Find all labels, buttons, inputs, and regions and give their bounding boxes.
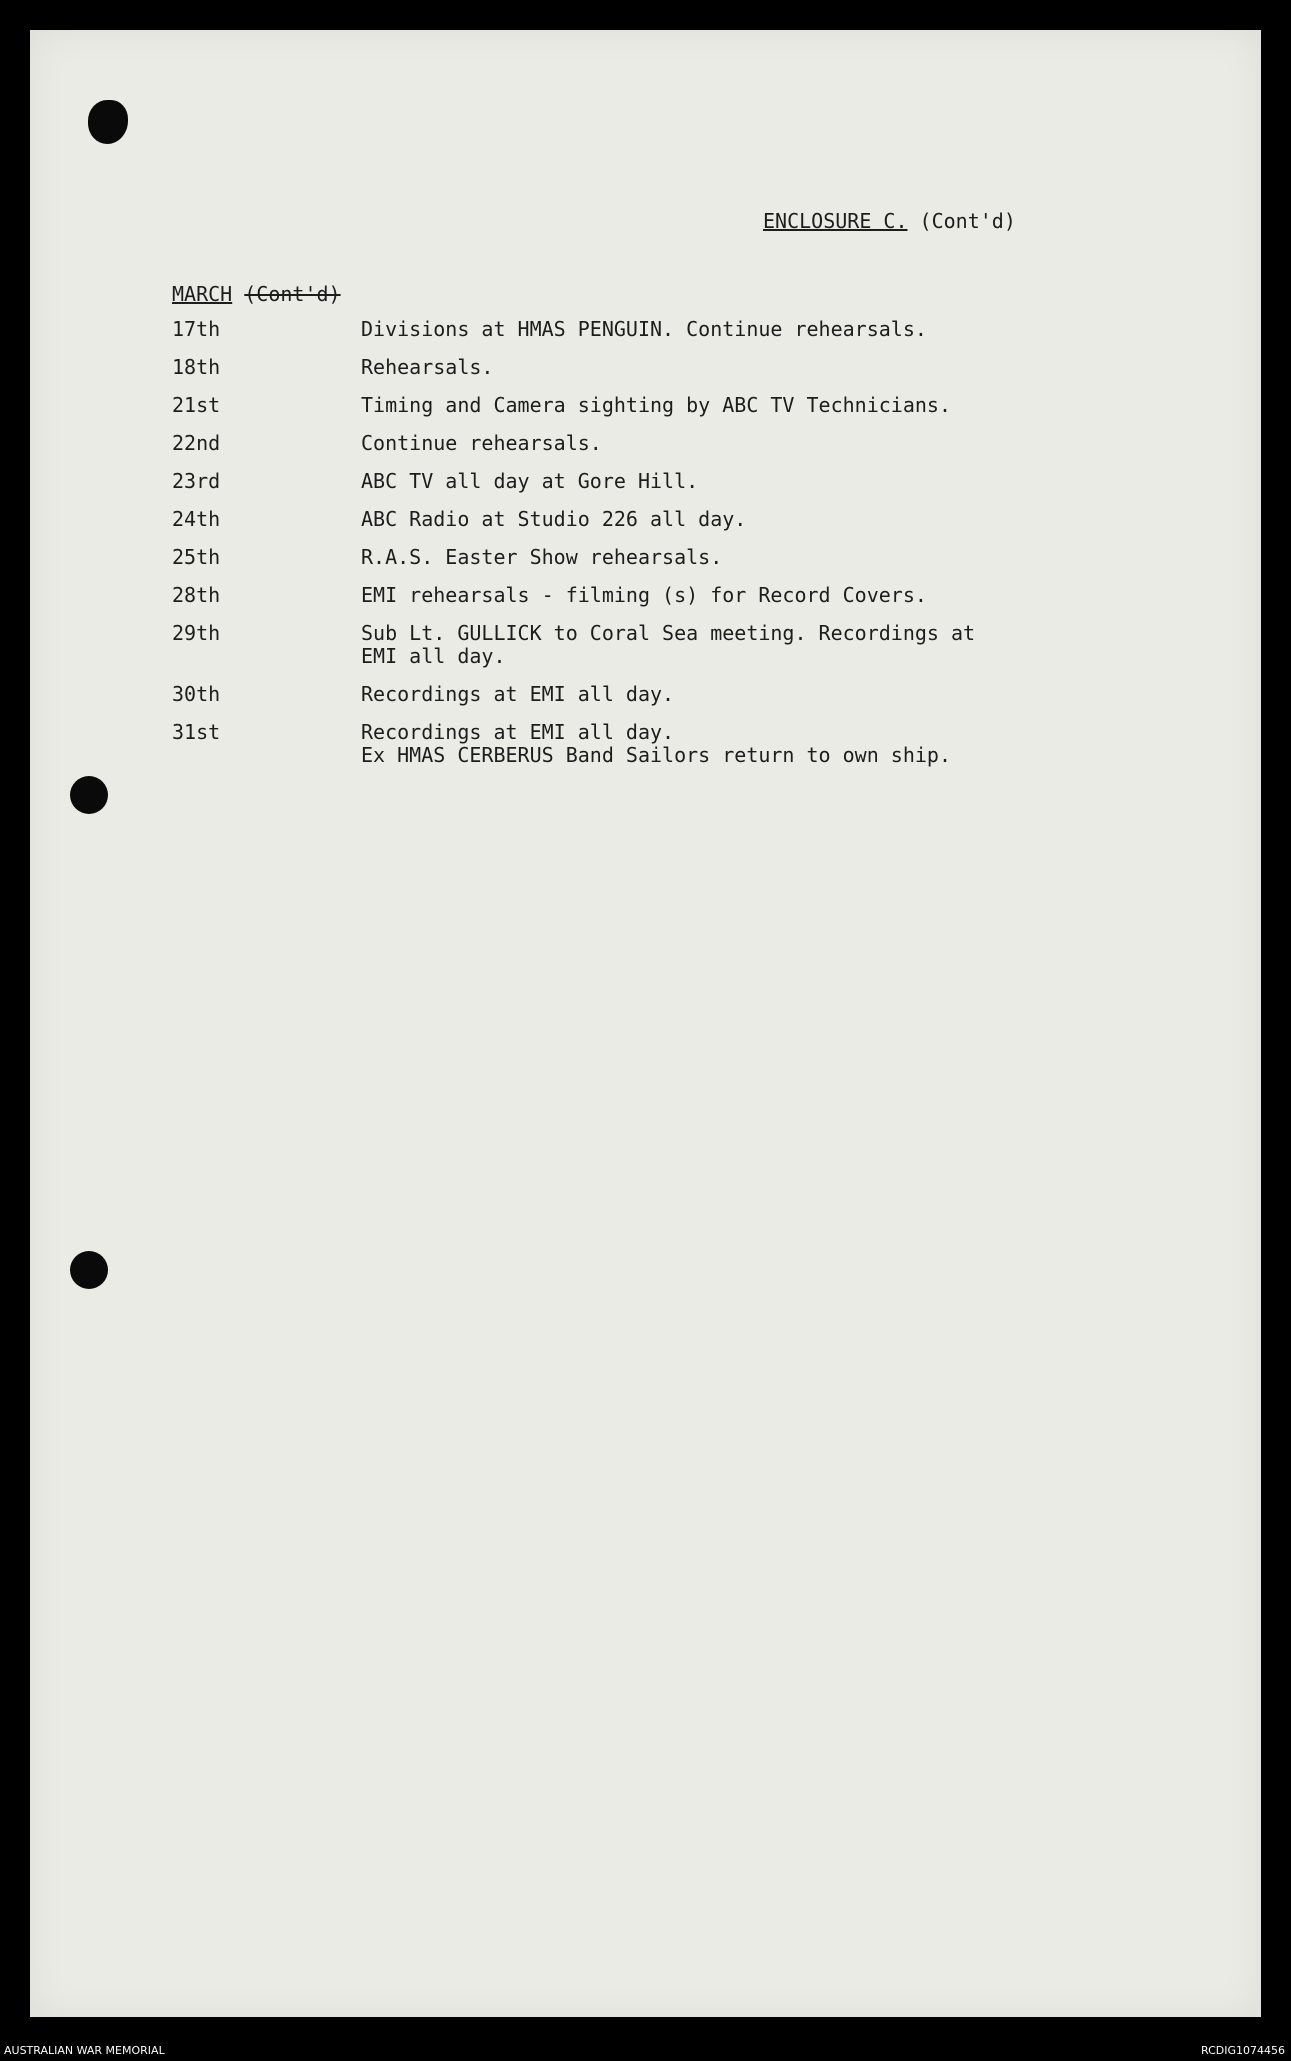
entry-line: Timing and Camera sighting by ABC TV Technicians.	[361, 393, 952, 417]
enclosure-label: ENCLOSURE C.	[763, 209, 908, 233]
entry-line: R.A.S. Easter Show rehearsals.	[361, 545, 723, 569]
schedule-row	[172, 508, 1072, 531]
entry-text	[361, 622, 1072, 668]
schedule-row	[172, 432, 1072, 455]
schedule-row	[172, 584, 1072, 607]
punch-hole	[70, 1251, 108, 1289]
schedule-row	[172, 721, 1072, 767]
entry-line: EMI rehearsals - filming (s) for Record Covers.	[361, 583, 927, 607]
month-heading	[172, 282, 341, 306]
entry-date: 29th	[172, 621, 221, 645]
entry-date: 18th	[172, 355, 221, 379]
entry-line: EMI all day.	[361, 644, 506, 668]
entry-date: 28th	[172, 583, 221, 607]
entry-text	[361, 432, 1072, 455]
entry-line: Recordings at EMI all day.	[361, 720, 675, 744]
archive-id: RCDIG1074456	[1200, 2044, 1285, 2057]
schedule-row	[172, 470, 1072, 493]
schedule-row	[172, 356, 1072, 379]
schedule-row	[172, 394, 1072, 417]
entry-line: ABC TV all day at Gore Hill.	[361, 469, 699, 493]
entry-line: ABC Radio at Studio 226 all day.	[361, 507, 747, 531]
entry-date: 23rd	[172, 469, 221, 493]
entry-date: 17th	[172, 317, 221, 341]
entry-text	[361, 318, 1072, 341]
entry-date: 30th	[172, 682, 221, 706]
entry-line: Rehearsals.	[361, 355, 494, 379]
entry-line: Sub Lt. GULLICK to Coral Sea meeting. Recordings at	[361, 621, 976, 645]
entry-line: Recordings at EMI all day.	[361, 682, 675, 706]
schedule-row	[172, 546, 1072, 569]
month-name: MARCH	[172, 282, 233, 306]
entry-text	[361, 508, 1072, 531]
month-suffix: (Cont'd)	[244, 282, 341, 306]
entry-date: 22nd	[172, 431, 221, 455]
enclosure-heading	[763, 209, 1016, 233]
enclosure-suffix: (Cont'd)	[919, 209, 1016, 233]
schedule-row	[172, 318, 1072, 341]
schedule-row	[172, 622, 1072, 668]
entry-text	[361, 394, 1072, 417]
schedule-row	[172, 683, 1072, 706]
entry-date: 31st	[172, 720, 221, 744]
entry-date: 25th	[172, 545, 221, 569]
entry-line: Divisions at HMAS PENGUIN. Continue rehearsals.	[361, 317, 927, 341]
entry-line: Ex HMAS CERBERUS Band Sailors return to own ship.	[361, 743, 952, 767]
entry-text	[361, 470, 1072, 493]
punch-hole	[70, 776, 108, 814]
schedule-list	[172, 318, 1072, 782]
entry-text	[361, 356, 1072, 379]
entry-text	[361, 584, 1072, 607]
entry-text	[361, 546, 1072, 569]
archive-credit: AUSTRALIAN WAR MEMORIAL	[4, 2044, 165, 2057]
entry-text	[361, 721, 1072, 767]
entry-date: 24th	[172, 507, 221, 531]
entry-text	[361, 683, 1072, 706]
entry-line: Continue rehearsals.	[361, 431, 602, 455]
entry-date: 21st	[172, 393, 221, 417]
